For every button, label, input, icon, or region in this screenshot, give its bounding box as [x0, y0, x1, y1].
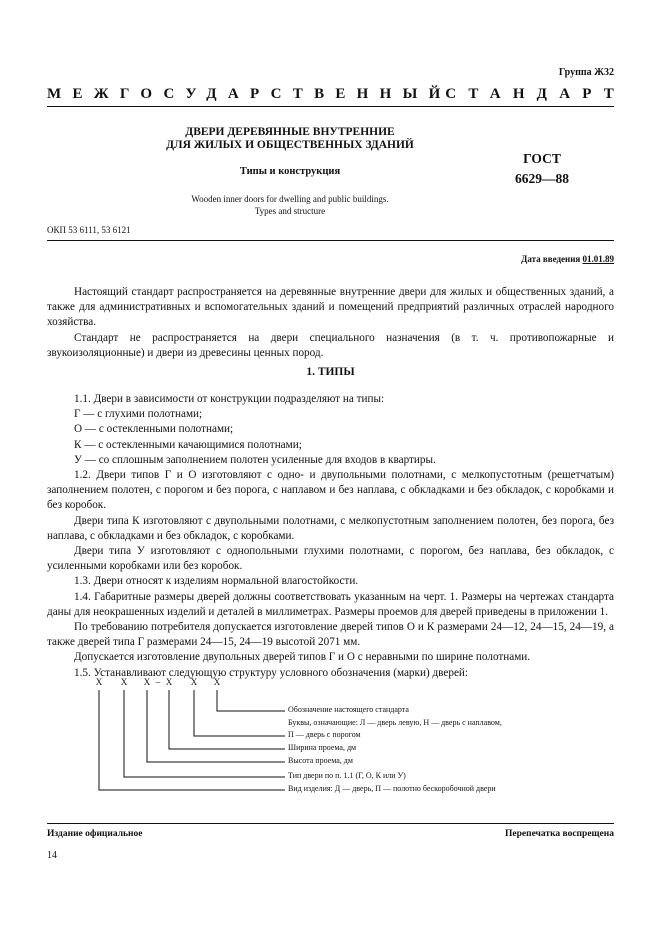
gost-label: ГОСТ — [523, 151, 561, 166]
banner-right: СТАНДАРТ — [445, 86, 626, 102]
symbol-x-1: Х — [95, 677, 103, 687]
gost-number: 6629—88 — [515, 171, 569, 186]
type-item: О — с остекленными полотнами; — [74, 423, 234, 436]
effective-date — [521, 254, 614, 264]
footer-rule — [47, 823, 614, 824]
gost-designation — [497, 149, 587, 189]
clause-1-2-type-u: Двери типа У изготовляют с однопольными глухими полотнами, с порогом, без наплава, без обкладок, с усиленными коробками или без коробок. — [47, 545, 614, 573]
clause-1-2-type-k: Двери типа К изготовляют с двупольными полотнами, с мелкопустотным заполнением полотен, без порога, без наплава, с обкладками и без обкладок, с коробками. — [47, 514, 614, 542]
intro-text — [47, 285, 614, 361]
symbol-x-2: Х — [120, 677, 128, 687]
type-item: У — со сплошным заполнением полотен усиленные для входов в квартиры. — [74, 453, 436, 466]
clause-1-5: 1.5. Устанавливают следующую структуру условного обозначения (марки) дверей: — [74, 666, 469, 679]
symbol-x-4: Х — [165, 677, 173, 687]
label-standard: Обозначение настоящего стандарта — [288, 705, 409, 714]
official-edition: Издание официальное — [47, 829, 143, 839]
label-height: Высота проема, дм — [288, 756, 353, 765]
page-number: 14 — [47, 850, 57, 861]
leader-height — [147, 690, 285, 762]
doc-title — [100, 126, 480, 152]
clause-1-4: 1.4. Габаритные размеры дверей должны соответствовать указанным на черт. 1. Размеры на чертежах стандарта даны для неокрашенных изделий и деталей в миллиметрах. Размеры проемов для дверей приведены в приложении 1. — [47, 590, 614, 618]
okp-code: ОКП 53 6111, 53 6121 — [47, 225, 131, 235]
banner-left: МЕЖГОСУДАРСТВЕННЫЙ — [47, 86, 452, 102]
symbol-x-6: Х — [213, 677, 221, 687]
type-item: К — с остекленными качающимися полотнами; — [74, 438, 302, 451]
reprint-prohibited: Перепечатка воспрещена — [504, 829, 614, 839]
label-width: Ширина проема, дм — [288, 743, 357, 752]
leader-standard — [217, 690, 285, 711]
clause-1-3: 1.3. Двери относят к изделиям нормальной влагостойкости. — [74, 575, 359, 588]
type-item: Г — с глухими полотнами; — [74, 408, 203, 421]
date-value: 01.01.89 — [582, 254, 614, 264]
intro-paragraph: Настоящий стандарт распространяется на деревянные внутренние двери для жилых и общественных зданий, а также для административных и вспомогательных зданий и помещений предприятий различных отраслей народного хозяйства. — [47, 286, 614, 329]
label-letters: Буквы, означающие: Л — дверь левую, Н — дверь с наплавом, — [288, 718, 502, 727]
label-type: Тип двери по п. 1.1 (Г, О, К или У) — [288, 771, 406, 780]
symbol-dash: – — [155, 677, 161, 687]
symbol-x-3: Х — [143, 677, 151, 687]
label-letters-cont: П — дверь с порогом — [288, 730, 361, 739]
english-title-line1: Wooden inner doors for dwelling and public buildings. — [191, 194, 389, 204]
clause-1-2: 1.2. Двери типов Г и О изготовляют с одно- и двупольными полотнами, с мелкопустотным (решетчатым) заполнением полотен, с порогом и без порога, с наплавом и без наплава, с обкладками и без обкладок, с коробками и без коробок. — [47, 469, 614, 512]
leader-kind — [99, 690, 285, 790]
group-code: Группа Ж32 — [558, 67, 614, 78]
section-heading: 1. ТИПЫ — [306, 366, 355, 378]
symbol-x-5: Х — [190, 677, 198, 687]
english-title-line2: Types and structure — [254, 206, 326, 216]
label-kind: Вид изделия: Д — дверь, П — полотно бескоробочной двери — [288, 784, 496, 793]
doc-title-line1: ДВЕРИ ДЕРЕВЯННЫЕ ВНУТРЕННИЕ — [185, 126, 395, 138]
clause-1-4-unequal: Допускается изготовление двупольных дверей типов Г и О с неравными по ширине полотнами. — [74, 651, 531, 664]
english-title — [110, 193, 470, 217]
clause-1-1: 1.1. Двери в зависимости от конструкции подразделяют на типы: — [74, 393, 385, 405]
clause-1-4-sizes: По требованию потребителя допускается изготовление дверей типов О и К размерами 24—12, 24—15, 24—19, а также дверей типа Г размерами 24—15, 24—19 высотой 2071 мм. — [47, 621, 614, 649]
designation-structure-diagram — [47, 676, 614, 796]
leader-type — [124, 690, 285, 777]
okp-rule — [47, 240, 614, 241]
intro-paragraph: Стандарт не распространяется на двери специального назначения (в т. ч. противопожарные и звукоизоляционные) и двери из древесины ценных пород. — [47, 331, 614, 359]
doc-subtitle: Типы и конструкция — [239, 166, 341, 177]
leader-letters — [194, 690, 285, 736]
leader-width — [169, 690, 285, 749]
doc-title-line2: ДЛЯ ЖИЛЫХ И ОБЩЕСТВЕННЫХ ЗДАНИЙ — [166, 139, 414, 151]
section-body — [47, 392, 614, 681]
date-label: Дата введения — [521, 254, 581, 264]
header-rule — [47, 106, 614, 107]
